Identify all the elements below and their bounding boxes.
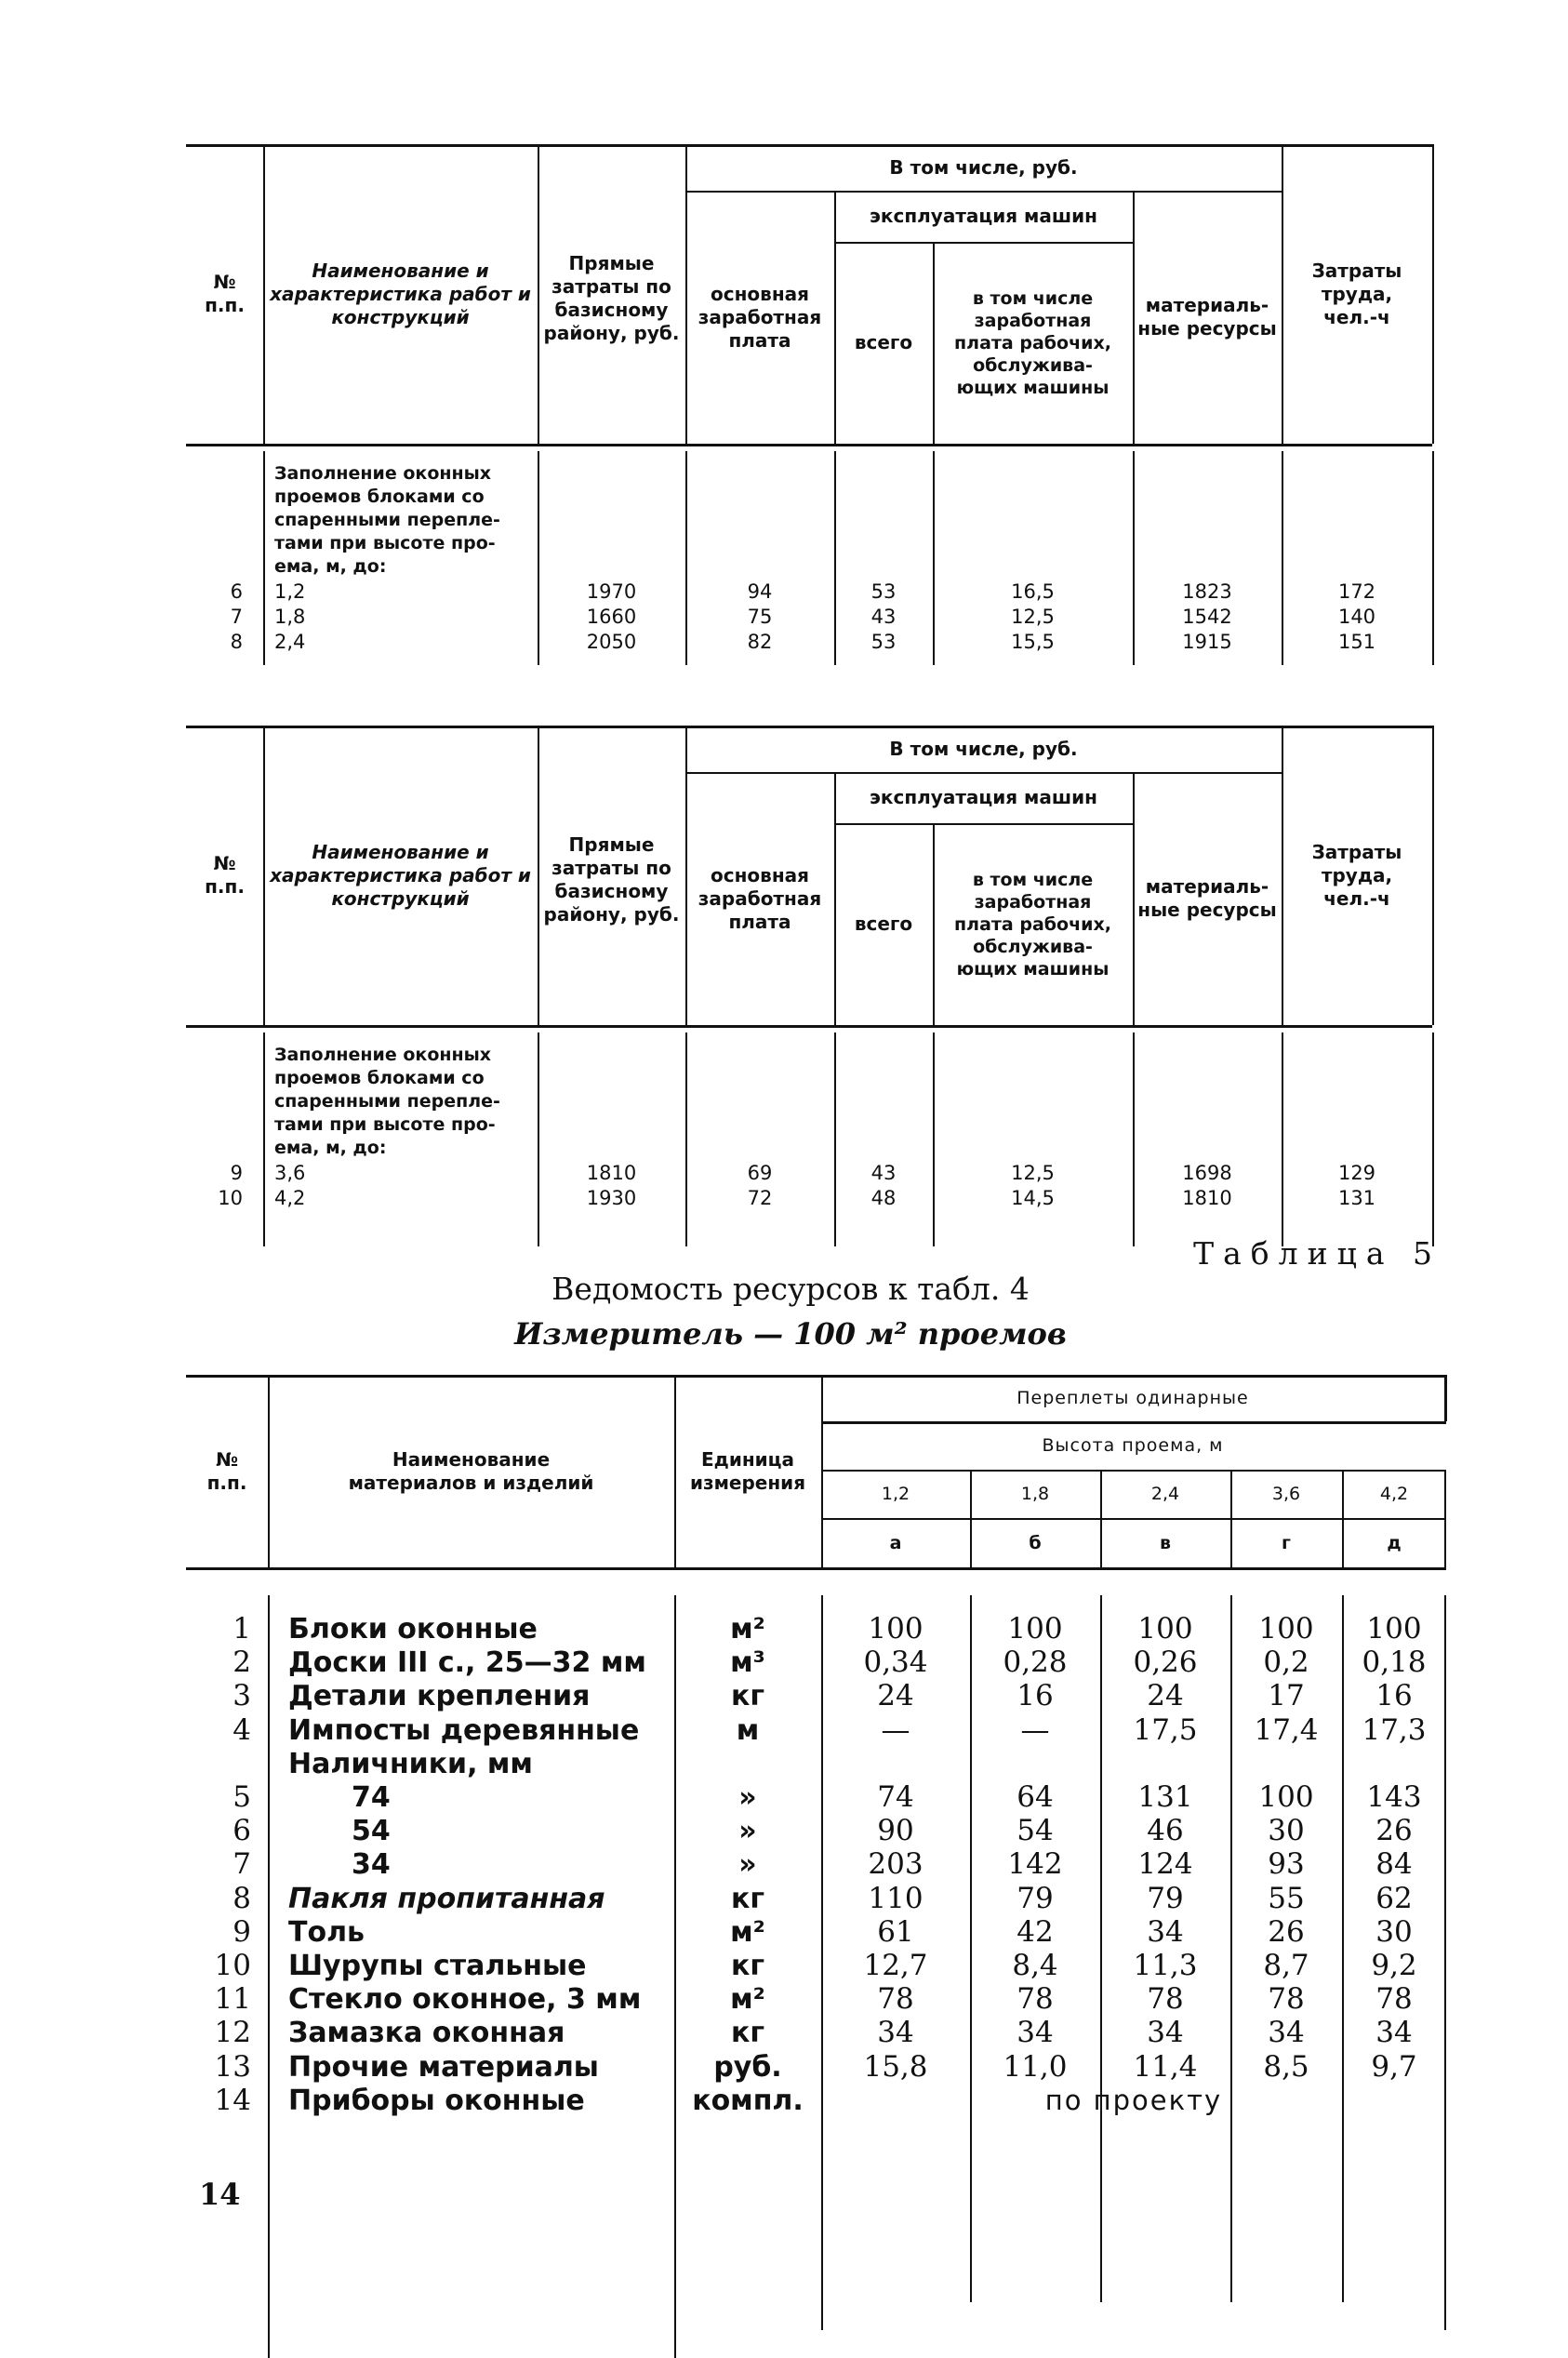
t5-row-value: 8,4 — [1012, 1949, 1058, 1982]
t5-row-unit: кг — [730, 1883, 765, 1915]
top-table-row-wage: 94 — [747, 580, 773, 603]
t5-row-value: — — [881, 1713, 910, 1747]
rule-v — [834, 1032, 836, 1246]
t5-row-value: 17,5 — [1133, 1713, 1198, 1747]
t5-row-value: 34 — [1147, 2016, 1184, 2049]
top-table-row-direct: 1660 — [586, 606, 637, 628]
top-table-labor-header: Затраты труда, чел.-ч — [1311, 259, 1402, 328]
t5-row-value: 203 — [868, 1847, 924, 1881]
t5-row-value: 34 — [1268, 2016, 1305, 2049]
t5-row-value: 78 — [877, 1982, 914, 2016]
t5-row-number: 1 — [233, 1612, 251, 1645]
t5-row-name: Детали крепления — [288, 1680, 591, 1712]
t5-row-value: 26 — [1268, 1915, 1305, 1949]
top-table-wage-header: основная заработная плата — [698, 282, 822, 352]
mid-table-incl-header: В том числе, руб. — [889, 737, 1078, 760]
t5-name-header: Наименование материалов и изделий — [348, 1447, 594, 1494]
mid-table-row-materials: 1810 — [1182, 1187, 1232, 1209]
t5-frames-header: Переплеты одинарные — [1017, 1388, 1249, 1408]
t5-row-number: 14 — [214, 2084, 251, 2117]
table-measure: Измеритель — 100 м² проемов — [514, 1316, 1067, 1352]
t5-row-value: 17 — [1268, 1679, 1305, 1712]
t5-unit-header: Единица измерения — [689, 1447, 806, 1494]
t5-row-value: 9,7 — [1371, 2050, 1417, 2084]
top-table-row-total: 53 — [870, 580, 897, 603]
t5-row-number: 13 — [214, 2050, 251, 2084]
t5-row-value: 0,18 — [1362, 1645, 1427, 1679]
top-table-row-incl-wage: 15,5 — [1011, 631, 1055, 653]
t5-row-number: 2 — [233, 1645, 251, 1679]
top-table-row-height: 1,2 — [274, 580, 306, 603]
t5-letter-col-2: б — [1029, 1532, 1042, 1553]
top-table-row-number: 8 — [230, 631, 243, 653]
t5-height-col-2: 1,8 — [1020, 1484, 1050, 1504]
rule-v — [821, 1375, 823, 1567]
top-table-row-number: 6 — [230, 580, 243, 603]
t5-row-value: 26 — [1375, 1814, 1413, 1847]
top-table-row-labor: 151 — [1337, 631, 1376, 653]
t5-row-value: 0,34 — [863, 1645, 928, 1679]
t5-letter-col-4: г — [1282, 1532, 1291, 1553]
mid-table-machines-header: эксплуатация машин — [870, 786, 1097, 808]
mid-table-group-label: Заполнение оконных проемов блоками со спаренными перепле-тами при высоте про-ема, м, до: — [274, 1045, 500, 1158]
rule-v — [1444, 1470, 1446, 1567]
t5-row-name: 34 — [352, 1848, 391, 1881]
t5-row-unit: кг — [730, 1680, 765, 1712]
t5-header-bottom-rule — [186, 1567, 1446, 1570]
t5-row-value: — — [1020, 1713, 1050, 1747]
t5-row-name: Приборы оконные — [288, 2085, 585, 2117]
top-table-row-wage: 75 — [747, 606, 773, 628]
mid-table-wage-header: основная заработная плата — [698, 863, 822, 933]
rule-v — [1282, 1032, 1283, 1246]
top-table-row-labor: 140 — [1337, 606, 1376, 628]
top-table-row-incl-wage: 12,5 — [1011, 606, 1055, 628]
rule-v — [834, 772, 836, 1025]
rule-v — [685, 144, 687, 444]
t5-row-value: 46 — [1147, 1814, 1184, 1847]
t5-row-unit: » — [738, 1781, 757, 1814]
rule-v — [685, 1032, 687, 1246]
t5-row-value: 34 — [1375, 2016, 1413, 2049]
rule-v — [538, 144, 539, 444]
mid-table-name-header: Наименование и характеристика работ и конструкций — [270, 840, 531, 910]
top-table-total-header: всего — [854, 331, 913, 353]
rule-v — [685, 726, 687, 1025]
t5-row-value: 64 — [1017, 1780, 1054, 1814]
t5-row-number: 7 — [233, 1847, 251, 1881]
t5-row-unit: руб. — [713, 2051, 782, 2084]
rule-v — [933, 242, 935, 444]
t5-row-unit: м³ — [730, 1646, 765, 1679]
rule-v — [1133, 191, 1135, 444]
t5-row-value: 100 — [868, 1612, 924, 1645]
rule-v — [1432, 726, 1434, 1025]
t5-row-name: Пакля пропитанная — [288, 1883, 605, 1915]
t5-row-value: 11,3 — [1133, 1949, 1198, 1982]
t5-row-span: по проекту — [1044, 2085, 1223, 2116]
t5-row-value: 30 — [1268, 1814, 1305, 1847]
mid-table-total-header: всего — [854, 913, 913, 935]
t5-row-name: Толь — [288, 1916, 365, 1949]
top-table-row-height: 1,8 — [274, 606, 306, 628]
rule-v — [1133, 1032, 1135, 1246]
rule-v — [1432, 1032, 1434, 1246]
t5-row-value: 100 — [1137, 1612, 1193, 1645]
t5-height-col-4: 3,6 — [1271, 1484, 1301, 1504]
t5-row-value: 34 — [1017, 2016, 1054, 2049]
rule-v — [1342, 1470, 1344, 1567]
top-table-group-label: Заполнение оконных проемов блоками со спаренными перепле-тами при высоте про-ема, м, до: — [274, 463, 500, 577]
t5-row-value: 54 — [1017, 1814, 1054, 1847]
top-table-row-materials: 1915 — [1182, 631, 1232, 653]
t5-row-value: 78 — [1147, 1982, 1184, 2016]
page-number: 14 — [199, 2177, 241, 2212]
t5-row-value: 0,2 — [1263, 1645, 1309, 1679]
t5-row-value: 74 — [877, 1780, 914, 1814]
t5-row-value: 93 — [1268, 1847, 1305, 1881]
mid-table-header-bottom-rule — [186, 1025, 1432, 1028]
rule-v — [1230, 1470, 1232, 1567]
t5-row-value: 16 — [1017, 1679, 1054, 1712]
top-table-row-height: 2,4 — [274, 631, 306, 653]
t5-row-value: 16 — [1375, 1679, 1413, 1712]
mid-table-incl-wage-header: в том числе заработная плата рабочих, обслужива-ющих машины — [954, 869, 1111, 979]
top-table-row-number: 7 — [230, 606, 243, 628]
rule-v — [933, 823, 935, 1025]
top-table-row-incl-wage: 16,5 — [1011, 580, 1055, 603]
top-table-incl-header: В том числе, руб. — [889, 155, 1078, 179]
t5-row-value: 79 — [1017, 1882, 1054, 1915]
mid-table-row-number: 10 — [218, 1187, 243, 1209]
t5-row-name: Шурупы стальные — [288, 1950, 587, 1982]
mid-table-row-height: 3,6 — [274, 1162, 306, 1184]
t5-row-value: 11,0 — [1003, 2050, 1068, 2084]
t5-row-value: 78 — [1017, 1982, 1054, 2016]
t5-row-number: 3 — [233, 1679, 251, 1712]
t5-row-value: 34 — [877, 2016, 914, 2049]
t5-row-value: 34 — [1147, 1915, 1184, 1949]
t5-row-name: Импосты деревянные — [288, 1714, 640, 1747]
t5-row-value: 55 — [1268, 1882, 1305, 1915]
t5-height-col-5: 4,2 — [1379, 1484, 1409, 1504]
t5-row-unit: м² — [730, 1916, 765, 1949]
t5-row-value: 100 — [1366, 1612, 1422, 1645]
rule-v — [1444, 1375, 1447, 1421]
t5-row-number: 10 — [214, 1949, 251, 1982]
rule-v — [268, 1595, 270, 2358]
rule-v — [538, 1032, 539, 1246]
mid-table-row-labor: 131 — [1337, 1187, 1376, 1209]
t5-row-value: 110 — [868, 1882, 924, 1915]
t5-letter-col-1: а — [889, 1532, 902, 1553]
t5-row-unit: » — [738, 1815, 757, 1847]
t5-row-value: 62 — [1375, 1882, 1413, 1915]
t5-row-number: 9 — [233, 1915, 251, 1949]
t5-row-value: 84 — [1375, 1847, 1413, 1881]
rule-v — [263, 726, 265, 1025]
t5-row-name: 54 — [352, 1815, 391, 1847]
t5-row-value: 100 — [1258, 1612, 1314, 1645]
t5-row-value: 12,7 — [863, 1949, 928, 1982]
t5-row-unit: м — [736, 1714, 760, 1747]
t5-row-name: Прочие материалы — [288, 2051, 599, 2084]
t5-row-name: 74 — [352, 1781, 391, 1814]
table-title: Ведомость ресурсов к табл. 4 — [551, 1271, 1030, 1307]
mid-table-labor-header: Затраты труда, чел.-ч — [1311, 840, 1402, 910]
t5-row-value: 90 — [877, 1814, 914, 1847]
t5-row-number: 4 — [233, 1713, 251, 1747]
t5-row-value: 8,5 — [1263, 2050, 1309, 2084]
mid-table-row-incl-wage: 14,5 — [1011, 1187, 1055, 1209]
t5-row-number: 11 — [214, 1982, 251, 2016]
rule-v — [1133, 772, 1135, 1025]
mid-table-row-labor: 129 — [1337, 1162, 1376, 1184]
top-table-name-header: Наименование и характеристика работ и конструкций — [270, 259, 531, 328]
t5-row-value: 42 — [1017, 1915, 1054, 1949]
t5-row-value: 11,4 — [1133, 2050, 1198, 2084]
mid-table-row-total: 43 — [870, 1162, 897, 1184]
t5-row-number: 12 — [214, 2016, 251, 2049]
top-table-row-labor: 172 — [1337, 580, 1376, 603]
t5-row-unit: компл. — [692, 2085, 804, 2117]
t5-row-value: 142 — [1007, 1847, 1063, 1881]
t5-row-value: 30 — [1375, 1915, 1413, 1949]
t5-row-value: 100 — [1007, 1612, 1063, 1645]
rule-v — [263, 451, 265, 665]
t5-row-value: 24 — [877, 1679, 914, 1712]
top-table-materials-header: материаль-ные ресурсы — [1137, 294, 1277, 340]
t5-row-value: 17,4 — [1254, 1713, 1319, 1747]
mid-table-row-direct: 1930 — [586, 1187, 637, 1209]
t5-row-value: 100 — [1258, 1780, 1314, 1814]
mid-table-materials-header: материаль-ные ресурсы — [1137, 875, 1277, 921]
top-table-row-direct: 2050 — [586, 631, 637, 653]
t5-height-header: Высота проема, м — [1042, 1435, 1224, 1456]
mid-table-row-incl-wage: 12,5 — [1011, 1162, 1055, 1184]
t5-row-unit: м² — [730, 1983, 765, 2016]
top-table-row-materials: 1542 — [1182, 606, 1232, 628]
rule-v — [933, 1032, 935, 1246]
mid-table-row-number: 9 — [230, 1162, 243, 1184]
rule-v — [538, 726, 539, 1025]
top-table-row-total: 53 — [870, 631, 897, 653]
rule-v — [834, 191, 836, 444]
t5-row-name: Наличники, мм — [288, 1748, 533, 1780]
t5-row-unit: кг — [730, 1950, 765, 1982]
rule-v — [1432, 144, 1434, 444]
t5-row-value: 8,7 — [1263, 1949, 1309, 1982]
t5-row-value: 79 — [1147, 1882, 1184, 1915]
t5-row-value: 24 — [1147, 1679, 1184, 1712]
t5-row-value: 78 — [1375, 1982, 1413, 2016]
t5-row-value: 9,2 — [1371, 1949, 1417, 1982]
mid-table-direct-header: Прямые затраты по базисному району, руб. — [543, 833, 680, 926]
rule-v — [1282, 144, 1283, 444]
rule-v — [268, 1375, 270, 1567]
t5-row-name: Блоки оконные — [288, 1613, 538, 1645]
top-table-row-direct: 1970 — [586, 580, 637, 603]
top-table-row-wage: 82 — [747, 631, 773, 653]
rule-v — [970, 1470, 972, 1567]
t5-row-value: 17,3 — [1362, 1713, 1427, 1747]
rule-v — [1100, 1470, 1102, 1567]
mid-table-num-header: № п.п. — [205, 852, 245, 898]
t5-row-value: 124 — [1137, 1847, 1193, 1881]
t5-row-number: 8 — [233, 1882, 251, 1915]
t5-row-value: 131 — [1137, 1780, 1193, 1814]
top-table-row-materials: 1823 — [1182, 580, 1232, 603]
t5-letter-col-3: в — [1159, 1532, 1172, 1553]
t5-row-unit: » — [738, 1848, 757, 1881]
t5-row-unit: кг — [730, 2017, 765, 2049]
t5-row-value: 61 — [877, 1915, 914, 1949]
t5-row-value: 15,8 — [863, 2050, 928, 2084]
rule-v — [263, 144, 265, 444]
t5-row-value: 0,26 — [1133, 1645, 1198, 1679]
rule-v — [674, 1375, 676, 1567]
t5-row-name: Стекло оконное, 3 мм — [288, 1983, 642, 2016]
t5-height-col-1: 1,2 — [881, 1484, 910, 1504]
mid-table-row-wage: 72 — [747, 1187, 773, 1209]
top-table-header-bottom-rule — [186, 444, 1432, 446]
t5-height-col-3: 2,4 — [1150, 1484, 1180, 1504]
rule-v — [1432, 451, 1434, 665]
mid-table-row-direct: 1810 — [586, 1162, 637, 1184]
t5-row-value: 0,28 — [1003, 1645, 1068, 1679]
top-table-row-total: 43 — [870, 606, 897, 628]
mid-table-row-total: 48 — [870, 1187, 897, 1209]
t5-row-unit: м² — [730, 1613, 765, 1645]
t5-letter-col-5: д — [1387, 1532, 1402, 1553]
mid-table-row-height: 4,2 — [274, 1187, 306, 1209]
table-label: Таблица 5 — [1193, 1235, 1442, 1272]
t5-num-header: № п.п. — [206, 1447, 247, 1494]
rule-v — [1282, 726, 1283, 1025]
t5-row-name: Замазка оконная — [288, 2017, 565, 2049]
top-table-machines-header: эксплуатация машин — [870, 205, 1097, 227]
top-table-direct-header: Прямые затраты по базисному району, руб. — [543, 252, 680, 344]
t5-row-value: 143 — [1366, 1780, 1422, 1814]
t5-row-number: 5 — [233, 1780, 251, 1814]
top-table-incl-wage-header: в том числе заработная плата рабочих, обслужива-ющих машины — [954, 287, 1111, 398]
mid-table-row-materials: 1698 — [1182, 1162, 1232, 1184]
t5-row-number: 6 — [233, 1814, 251, 1847]
rule-v — [263, 1032, 265, 1246]
t5-row-name: Доски III с., 25—32 мм — [288, 1646, 646, 1679]
mid-table-row-wage: 69 — [747, 1162, 773, 1184]
top-table-num-header: № п.п. — [205, 271, 245, 316]
t5-row-value: 78 — [1268, 1982, 1305, 2016]
